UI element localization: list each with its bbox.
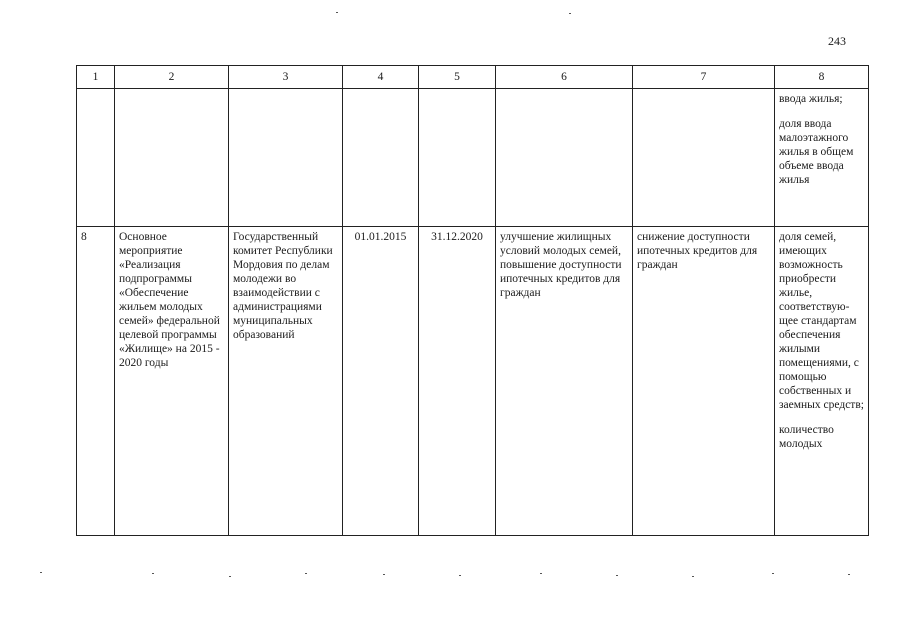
start-date-cell: 01.01.2015 xyxy=(343,227,419,536)
scan-speck xyxy=(540,573,542,574)
table-row xyxy=(77,227,869,536)
indicator-text: ввода жилья; xyxy=(779,93,843,105)
header-cell: 4 xyxy=(343,66,419,89)
scan-speck xyxy=(459,575,461,576)
header-cell: 8 xyxy=(775,66,869,89)
table-cell xyxy=(343,89,419,227)
indicator-text: доля ввода малоэтажного жилья в общем объеме ввода жилья xyxy=(779,118,854,186)
header-cell: 7 xyxy=(633,66,775,89)
header-cell: 6 xyxy=(496,66,633,89)
scan-speck xyxy=(692,576,694,577)
table-cell xyxy=(115,89,229,227)
table-cell xyxy=(496,89,633,227)
table-header-row xyxy=(77,66,869,89)
scan-speck xyxy=(305,573,307,574)
program-table xyxy=(76,65,869,536)
scan-speck xyxy=(569,13,571,14)
event-cell: Основное мероприятие «Реализация подпрограммы «Обеспечение жильем молодых семей» федеральной целевой программы «Жилище» на 2015 - 2020 годы xyxy=(115,227,229,536)
scan-speck xyxy=(152,573,154,574)
table-cell xyxy=(77,89,115,227)
row-number-cell: 8 xyxy=(77,227,115,536)
table-cell xyxy=(229,89,343,227)
indicator-cell xyxy=(775,227,869,536)
indicator-text: количество молодых xyxy=(779,424,834,450)
header-cell: 3 xyxy=(229,66,343,89)
table-cell xyxy=(633,89,775,227)
scan-speck xyxy=(848,574,850,575)
table-cell xyxy=(419,89,496,227)
scan-speck xyxy=(40,572,42,573)
scan-speck xyxy=(616,575,618,576)
indicator-text: доля семей, имеющих возможность приобрести жилье, соответствую-щее стандартам обеспечения жилыми помещениями, с помощью собственных и заемных средств; xyxy=(779,231,864,411)
scan-speck xyxy=(383,574,385,575)
scan-speck xyxy=(229,576,231,577)
scan-speck xyxy=(336,12,338,13)
table-row-continued xyxy=(77,89,869,227)
end-date-cell: 31.12.2020 xyxy=(419,227,496,536)
page-number: 243 xyxy=(828,34,846,48)
result-cell: улучшение жилищных условий молодых семей, повышение доступности ипотечных кредитов для граждан xyxy=(496,227,633,536)
indicator-cell xyxy=(775,89,869,227)
executor-cell: Государственный комитет Республики Мордовия по делам молодежи во взаимодействии с администрациями муниципальных образований xyxy=(229,227,343,536)
header-cell: 1 xyxy=(77,66,115,89)
consequence-cell: снижение доступности ипотечных кредитов для граждан xyxy=(633,227,775,536)
header-cell: 2 xyxy=(115,66,229,89)
header-cell: 5 xyxy=(419,66,496,89)
scan-speck xyxy=(772,573,774,574)
